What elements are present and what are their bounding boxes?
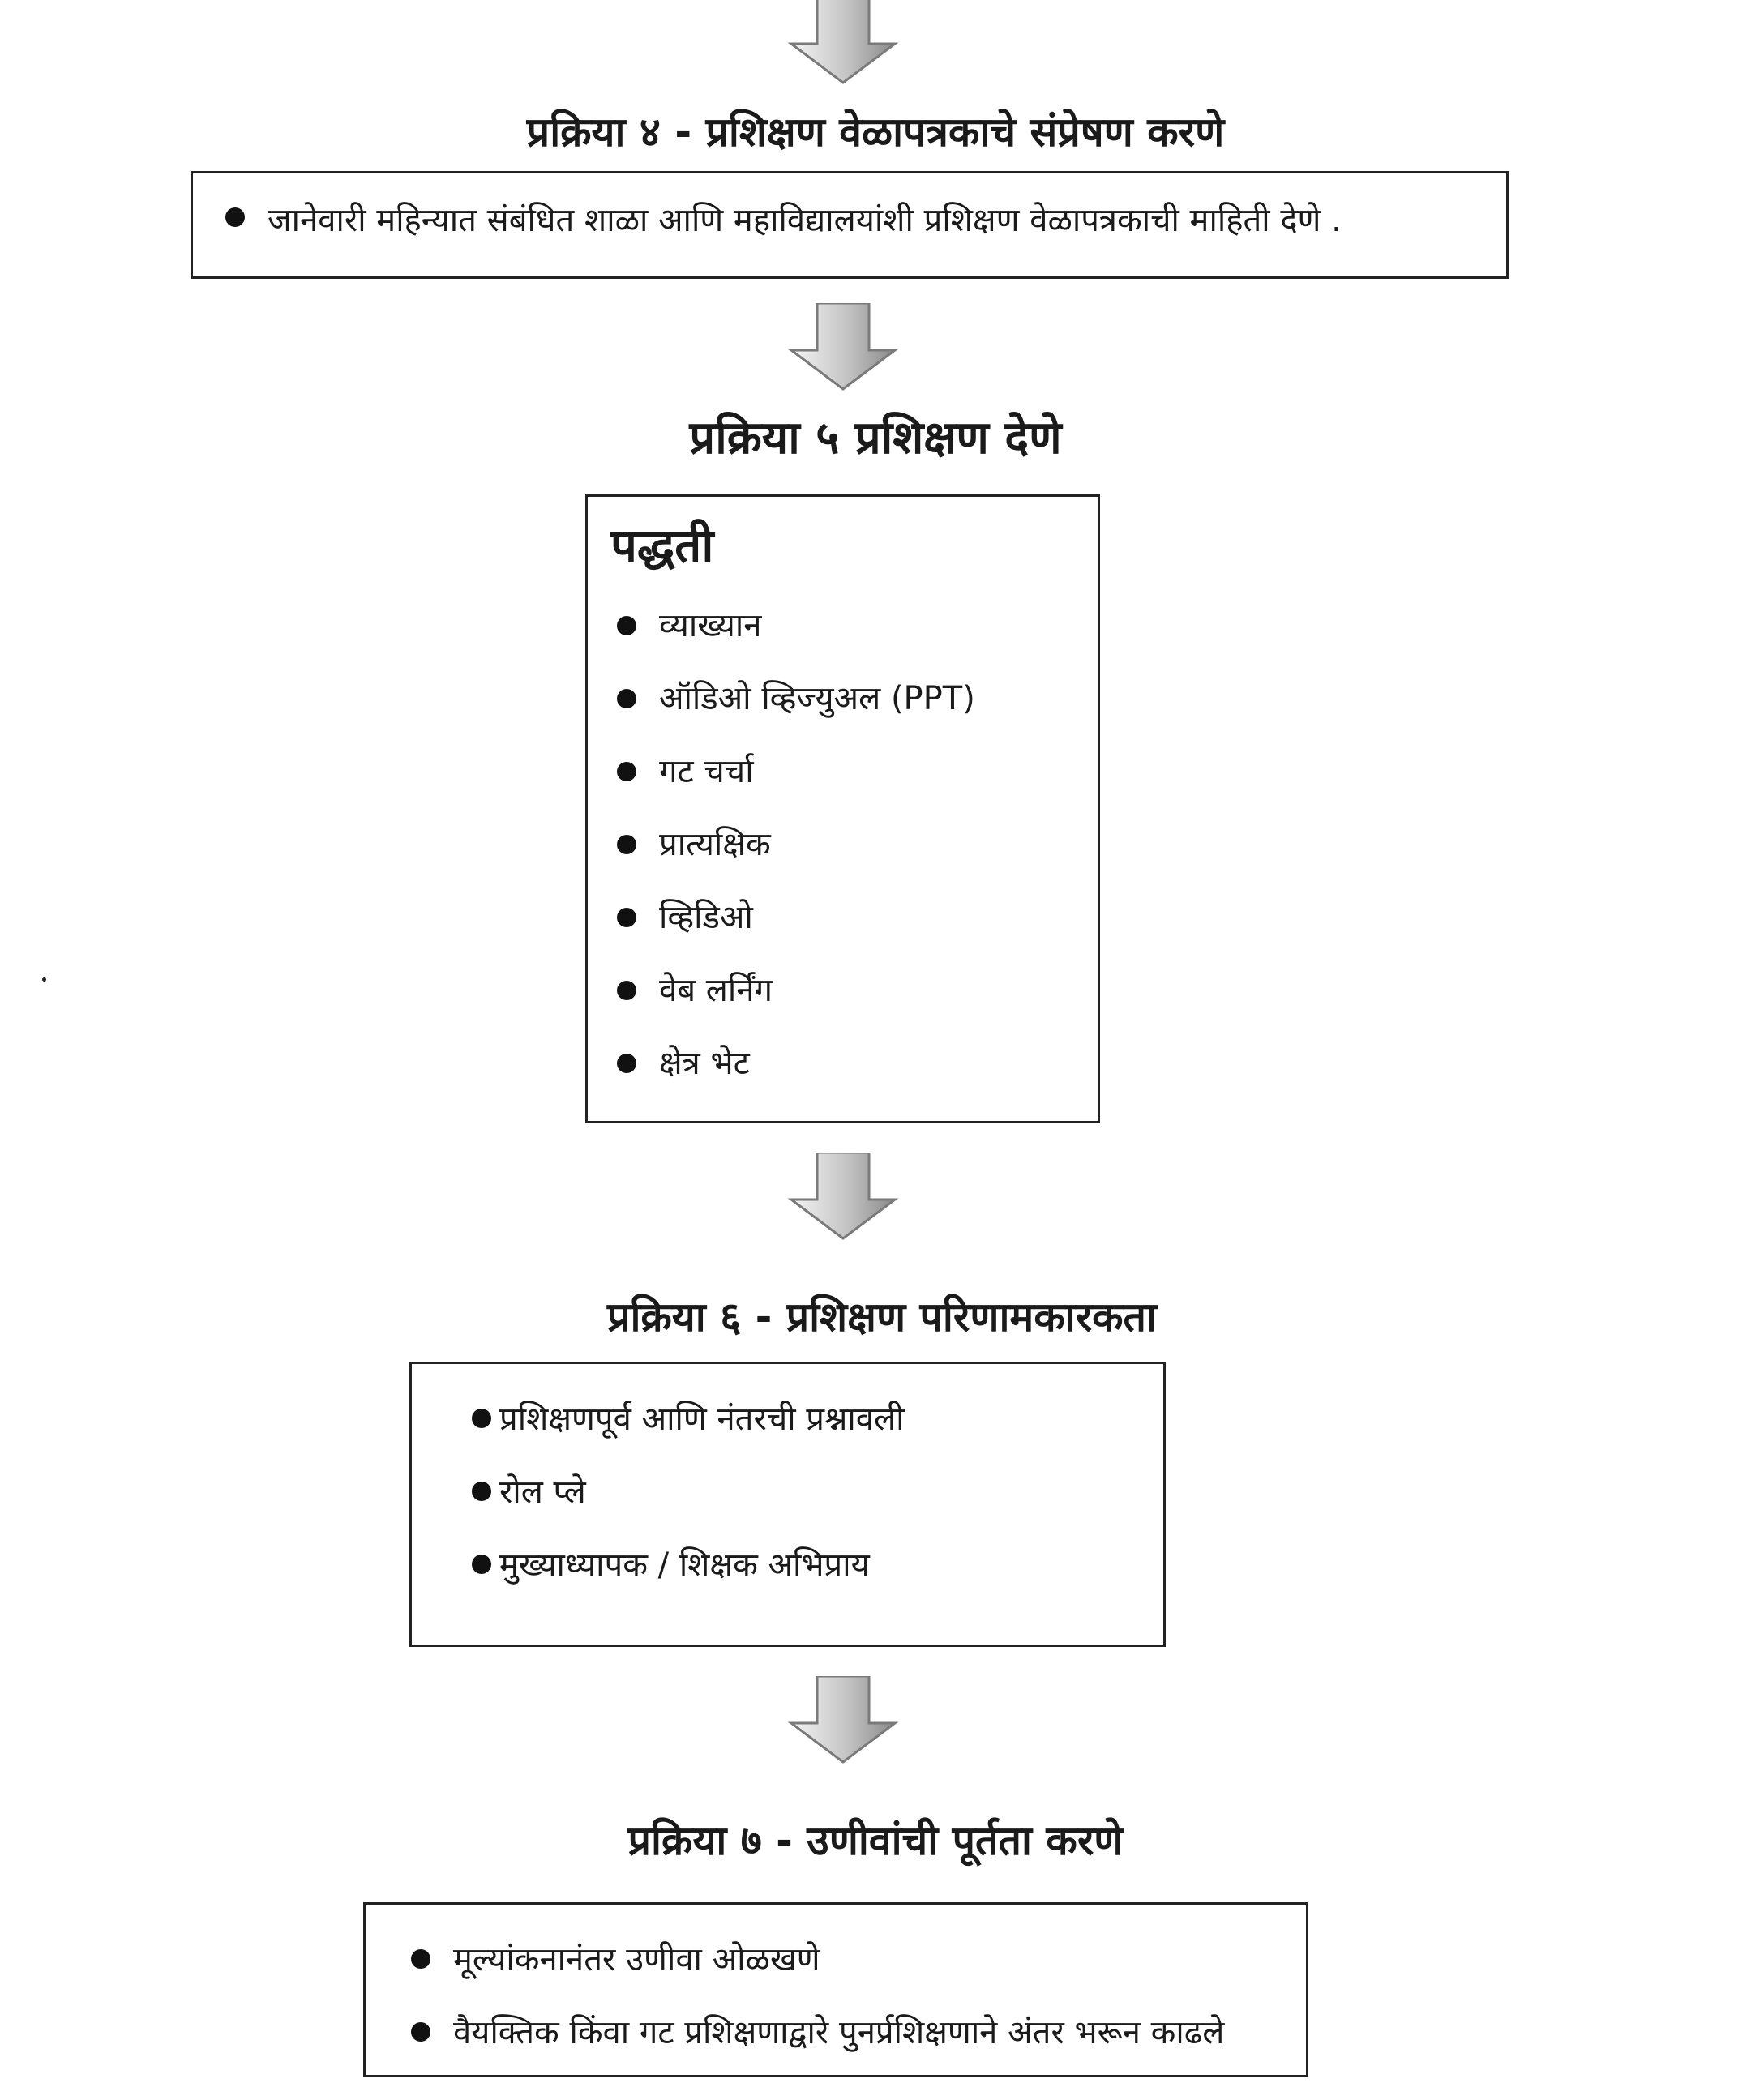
bullet-icon	[617, 981, 636, 1000]
bullet-icon	[617, 762, 636, 781]
method-item: वेब लर्निंग	[659, 972, 773, 1009]
step6-box	[409, 1362, 1166, 1647]
bullet-icon	[472, 1482, 491, 1501]
methods-heading: पद्धती	[610, 518, 714, 573]
method-item: व्याख्यान	[659, 607, 762, 644]
step4-item: जानेवारी महिन्यात संबंधित शाळा आणि महाविद्यालयांशी प्रशिक्षण वेळापत्रकाची माहिती देणे .	[268, 202, 1342, 239]
effectiveness-item: प्रशिक्षणपूर्व आणि नंतरची प्रश्नावली	[499, 1401, 905, 1438]
bullet-icon	[617, 908, 636, 927]
method-item: गट चर्चा	[659, 753, 754, 790]
step6-title: प्रक्रिया ६ - प्रशिक्षण परिणामकारकता	[607, 1294, 1157, 1341]
method-item: क्षेत्र भेट	[659, 1045, 750, 1082]
bullet-icon	[617, 689, 636, 708]
bullet-icon	[225, 207, 245, 227]
method-item: ऑडिओ व्हिज्युअल (PPT)	[659, 680, 975, 717]
down-arrow-icon	[786, 1153, 900, 1242]
effectiveness-item: रोल प्ले	[499, 1473, 586, 1511]
method-item: व्हिडिओ	[659, 899, 753, 936]
gap-item: मूल्यांकनानंतर उणीवा ओळखणे	[453, 1941, 820, 1978]
bullet-icon	[411, 2022, 430, 2042]
down-arrow-icon	[786, 303, 900, 392]
effectiveness-item: मुख्याध्यापक / शिक्षक अभिप्राय	[499, 1546, 870, 1584]
step7-title: प्रक्रिया ७ - उणीवांची पूर्तता करणे	[627, 1817, 1124, 1864]
step4-title: प्रक्रिया ४ - प्रशिक्षण वेळापत्रकाचे संप्रेषण करणे	[526, 109, 1225, 156]
step7-box	[363, 1902, 1308, 2077]
step5-title: प्रक्रिया ५ प्रशिक्षण देणे	[689, 412, 1062, 464]
bullet-icon	[617, 835, 636, 854]
step4-box	[191, 171, 1509, 279]
bullet-icon	[472, 1555, 491, 1574]
bullet-icon	[411, 1949, 430, 1969]
method-item: प्रात्यक्षिक	[659, 826, 771, 863]
bullet-icon	[617, 616, 636, 635]
step5-box	[585, 494, 1100, 1123]
stray-dot	[42, 977, 46, 982]
down-arrow-icon	[786, 1676, 900, 1765]
bullet-icon	[617, 1054, 636, 1073]
bullet-icon	[472, 1409, 491, 1428]
gap-item: वैयक्तिक किंवा गट प्रशिक्षणाद्वारे पुनर्प्रशिक्षणाने अंतर भरून काढले	[453, 2014, 1225, 2051]
down-arrow-icon	[786, 0, 900, 86]
